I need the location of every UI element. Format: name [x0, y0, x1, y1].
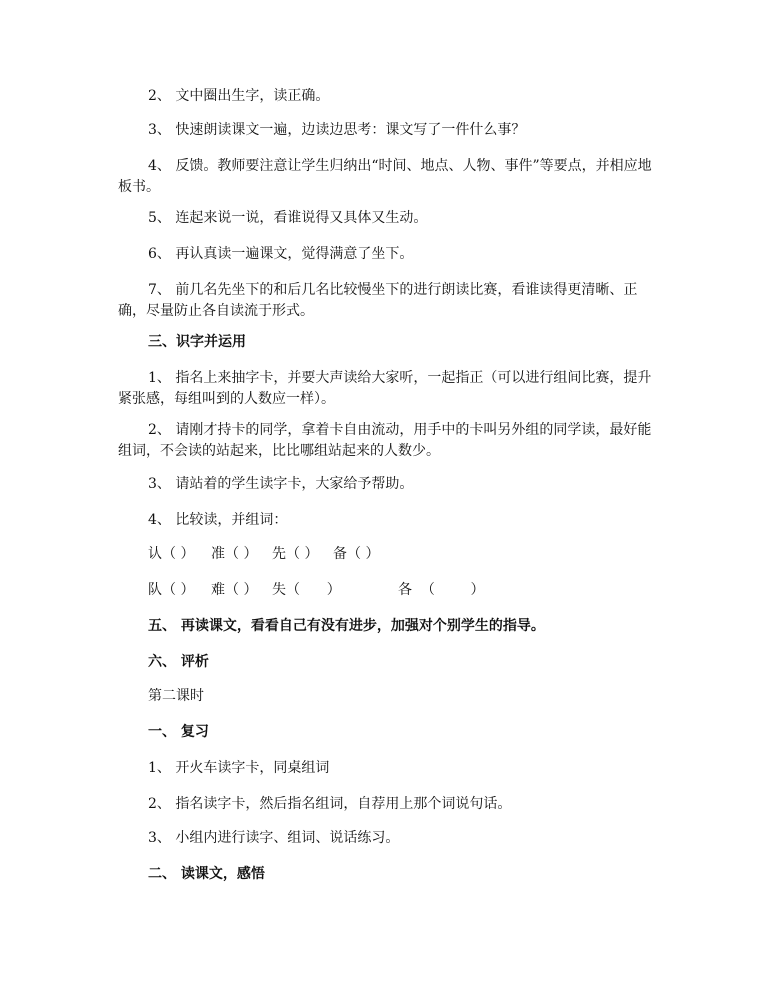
compare-item: 难（ ） — [211, 582, 258, 598]
lesson-2-step-2: 2、 指名读字卡，然后指名组词，自荐用上那个词说句话。 — [148, 796, 512, 812]
compare-item: 认（ ） — [148, 546, 195, 562]
section-3-step-4: 4、 比较读，并组词： — [148, 512, 288, 528]
compare-item: 准（ ） — [211, 546, 258, 562]
section-3-step-3: 3、 请站着的学生读字卡，大家给予帮助。 — [148, 476, 414, 492]
lesson-2-title: 第二课时 — [148, 688, 204, 704]
section-6: 六、 评析 — [148, 654, 209, 670]
lesson-2-section-2: 二、 读课文，感悟 — [148, 866, 265, 882]
section-5: 五、 再读课文，看看自己有没有进步，加强对个别学生的指导。 — [148, 618, 545, 634]
section-3-step-1: 1、 指名上来抽字卡，并要大声读给大家听，一起指正（可以进行组间比赛，提升紧张感，每组叫到的人数应一样）。 — [118, 370, 652, 407]
section-3-step-2: 2、 请刚才持卡的同学，拿着卡自由流动，用手中的卡叫另外组的同学读，最好能组词，不会读的站起来，比比哪组站起来的人数少。 — [118, 422, 652, 459]
step-2: 2、 文中圈出生字，读正确。 — [148, 88, 330, 104]
step-3: 3、 快速朗读课文一遍，边读边思考：课文写了一件什么事？ — [148, 122, 526, 138]
compare-item: 先（ ） — [272, 546, 319, 562]
compare-item: 失（ ） — [272, 582, 341, 598]
step-5: 5、 连起来说一说，看谁说得又具体又生动。 — [148, 210, 428, 226]
lesson-2-step-1: 1、 开火车读字卡，同桌组词 — [148, 760, 330, 776]
compare-item: 备（ ） — [333, 546, 380, 562]
lesson-2-section-1: 一、 复习 — [148, 724, 209, 740]
compare-item: 队（ ） — [148, 582, 195, 598]
step-7: 7、 前几名先坐下的和后几名比较慢坐下的进行朗读比赛，看谁读得更清晰、正确，尽量防止各自读流于形式。 — [118, 282, 638, 319]
lesson-2-step-3: 3、 小组内进行读字、组词、说话练习。 — [148, 830, 400, 846]
step-4: 4、 反馈。教师要注意让学生归纳出“时间、地点、人物、事件”等要点，并相应地板书。 — [118, 158, 652, 195]
section-3-heading: 三、识字并运用 — [148, 334, 246, 350]
step-6: 6、 再认真读一遍课文，觉得满意了坐下。 — [148, 246, 414, 262]
compare-item: 各 （ ） — [398, 582, 485, 598]
